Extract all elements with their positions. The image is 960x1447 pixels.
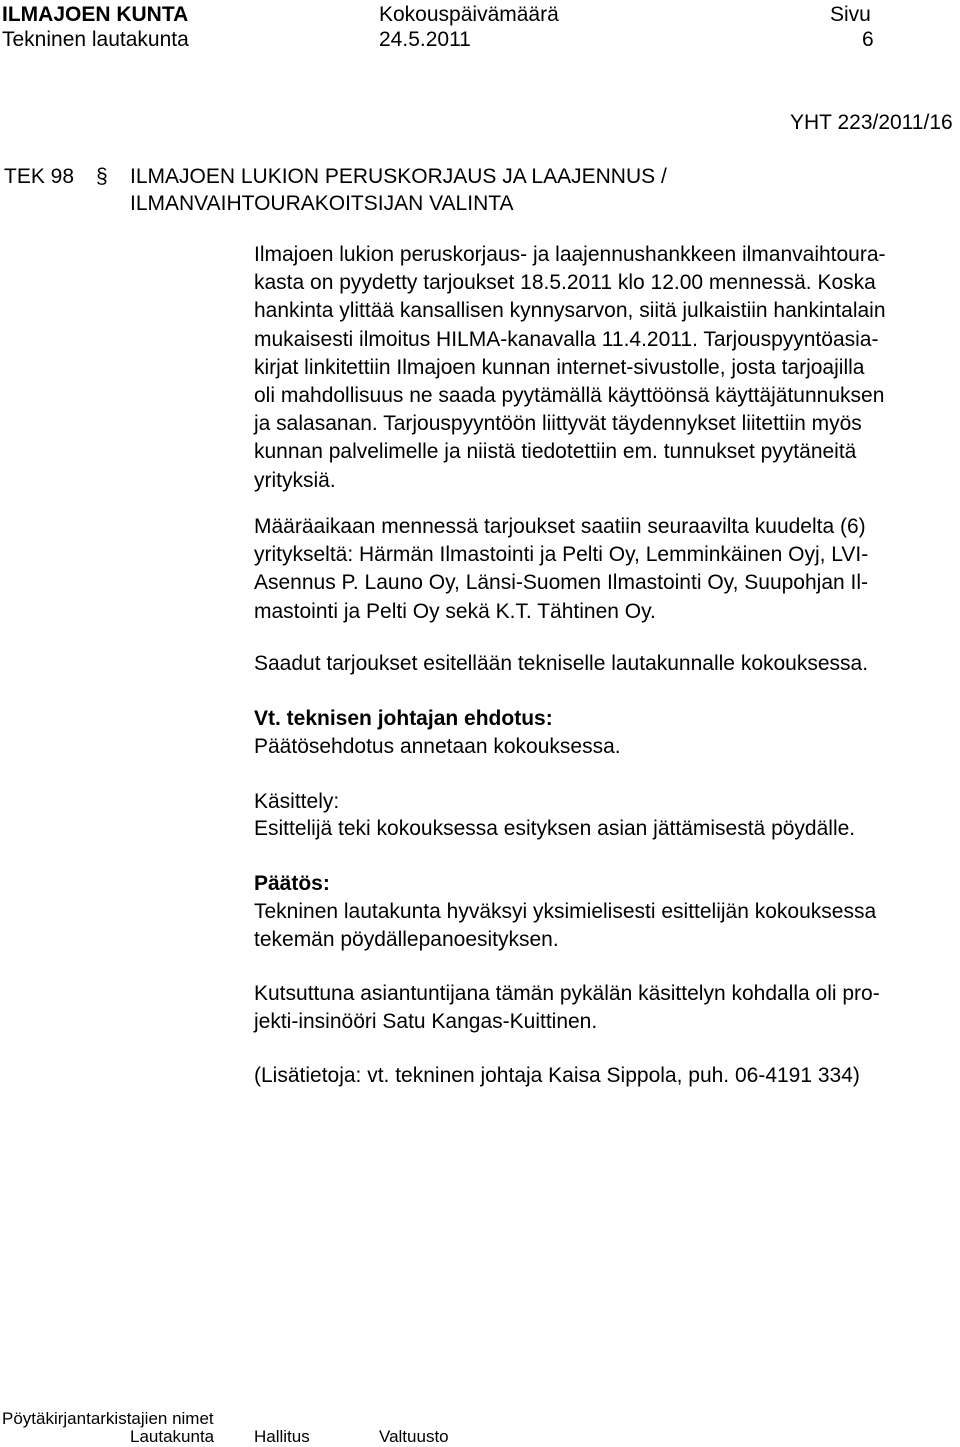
expert-note [254,980,880,1036]
text-line: kunnan palvelimelle ja niistä tiedotettiin em. tunnukset pyytäneitä [254,440,857,464]
text-line: kirjat linkitettiin Ilmajoen kunnan internet-sivustolle, josta tarjoajilla [254,355,865,379]
text-line: Ilmajoen lukion peruskorjaus- ja laajennushankkeen ilmanvaihtoura- [254,243,886,266]
minutes-checkers-label: Pöytäkirjantarkistajien nimet [2,1409,214,1428]
text-line: Tekninen lautakunta hyväksyi yksimielisesti esittelijän kokouksessa [254,900,877,923]
decision-heading: Päätös: [254,872,330,895]
text-line: Asennus P. Launo Oy, Länsi-Suomen Ilmastointi Oy, Suupohjan Il- [254,571,869,595]
text-line: hankinta ylittää kansallisen kynnysarvon, siitä julkaistiin hankintalain [254,299,886,323]
board-name: Tekninen lautakunta [2,28,189,51]
contact-info: (Lisätietoja: vt. tekninen johtaja Kaisa Sippola, puh. 06-4191 334) [254,1064,860,1087]
page-label: Sivu [830,3,871,26]
document-reference: YHT 223/2011/16 [790,111,953,134]
footer-col-council: Valtuusto [379,1427,449,1446]
handling-text: Esittelijä teki kokouksessa esityksen asian jättämisestä pöydälle. [254,817,856,840]
section-title-line-2: ILMANVAIHTOURAKOITSIJAN VALINTA [130,192,514,215]
paragraph-received-bids [254,513,868,626]
text-line: oli mahdollisuus ne saada pyytämällä käyttöönsä käyttäjätunnuksen [254,384,885,408]
footer-col-board: Lautakunta [130,1427,215,1446]
decision-text [254,898,876,954]
paragraph-tender-request [254,241,886,495]
text-line: tekemän pöydällepanoesityksen. [254,928,559,952]
meeting-date: 24.5.2011 [379,28,471,51]
proposal-text: Päätösehdotus annetaan kokouksessa. [254,735,621,758]
text-line: jekti-insinööri Satu Kangas-Kuittinen. [254,1010,598,1034]
text-line: ja salasanan. Tarjouspyyntöön liittyvät täydennykset liitettiin myös [254,412,862,436]
meeting-date-label: Kokouspäivämäärä [379,3,559,26]
proposal-heading: Vt. teknisen johtajan ehdotus: [254,707,553,730]
text-line: yrityksiä. [254,468,336,492]
text-line: mukaisesti ilmoitus HILMA-kanavalla 11.4.2011. Tarjouspyyntöasia- [254,327,879,351]
text-line: Määräaikaan mennessä tarjoukset saatiin seuraavilta kuudelta (6) [254,515,866,538]
section-title-line-1: ILMAJOEN LUKION PERUSKORJAUS JA LAAJENNUS / [130,165,667,188]
text-line: kasta on pyydetty tarjoukset 18.5.2011 klo 12.00 mennessä. Koska [254,271,876,295]
municipality-name: ILMAJOEN KUNTA [2,3,189,26]
text-line: Kutsuttuna asiantuntijana tämän pykälän käsittelyn kohdalla oli pro- [254,982,880,1005]
section-symbol: § [96,165,108,188]
footer-col-executive: Hallitus [254,1427,310,1446]
text-line: yritykseltä: Härmän Ilmastointi ja Pelti Oy, Lemminkäinen Oyj, LVI- [254,543,869,567]
page-number: 6 [862,28,874,51]
handling-heading: Käsittely: [254,790,340,813]
text-line: mastointi ja Pelti Oy sekä K.T. Tähtinen Oy. [254,599,656,623]
paragraph-presentation: Saadut tarjoukset esitellään tekniselle lautakunnalle kokouksessa. [254,652,869,675]
section-number: TEK 98 [4,165,75,188]
